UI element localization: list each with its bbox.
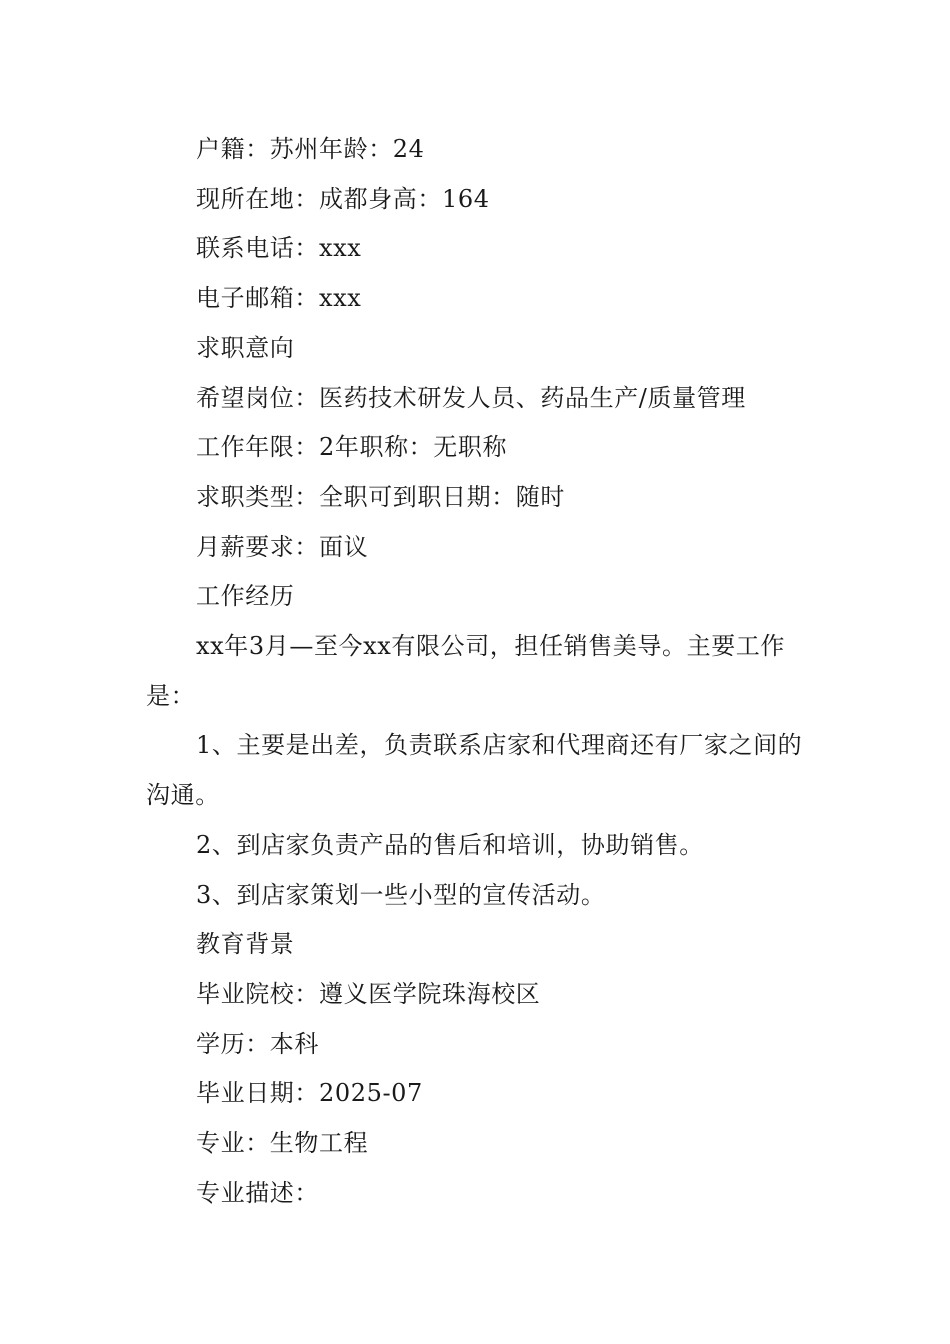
section-heading-education: 教育背景 — [196, 930, 295, 959]
field-household-registration-age: 户籍：苏州年龄：24 — [196, 135, 425, 163]
work-duty-2: 2、到店家负责产品的售后和培训，协助销售。 — [196, 830, 704, 859]
field-major-description: 专业描述： — [196, 1178, 319, 1207]
field-phone: 联系电话：xxx — [196, 234, 362, 263]
work-duty-3: 3、到店家策划一些小型的宣传活动。 — [196, 880, 606, 909]
field-desired-position: 希望岗位：医药技术研发人员、药品生产/质量管理 — [196, 383, 746, 412]
field-current-location-height: 现所在地：成都身高：164 — [196, 184, 490, 213]
field-salary: 月薪要求：面议 — [196, 532, 369, 561]
section-heading-work-experience: 工作经历 — [196, 582, 295, 611]
section-heading-job-intention: 求职意向 — [196, 333, 295, 362]
field-major: 专业：生物工程 — [196, 1129, 369, 1158]
work-experience-summary: xx年3月—至今xx有限公司，担任销售美导。主要工作是： — [146, 632, 786, 710]
field-school: 毕业院校：遵义医学院珠海校区 — [196, 979, 541, 1008]
field-job-type-start-date: 求职类型：全职可到职日期：随时 — [196, 482, 565, 511]
field-graduation-date: 毕业日期：2025-07 — [196, 1079, 423, 1108]
field-degree: 学历：本科 — [196, 1029, 319, 1058]
field-work-years-title: 工作年限：2年职称：无职称 — [196, 433, 508, 462]
work-duty-1: 1、主要是出差，负责联系店家和代理商还有厂家之间的沟通。 — [146, 731, 803, 810]
field-email: 电子邮箱：xxx — [196, 284, 362, 313]
